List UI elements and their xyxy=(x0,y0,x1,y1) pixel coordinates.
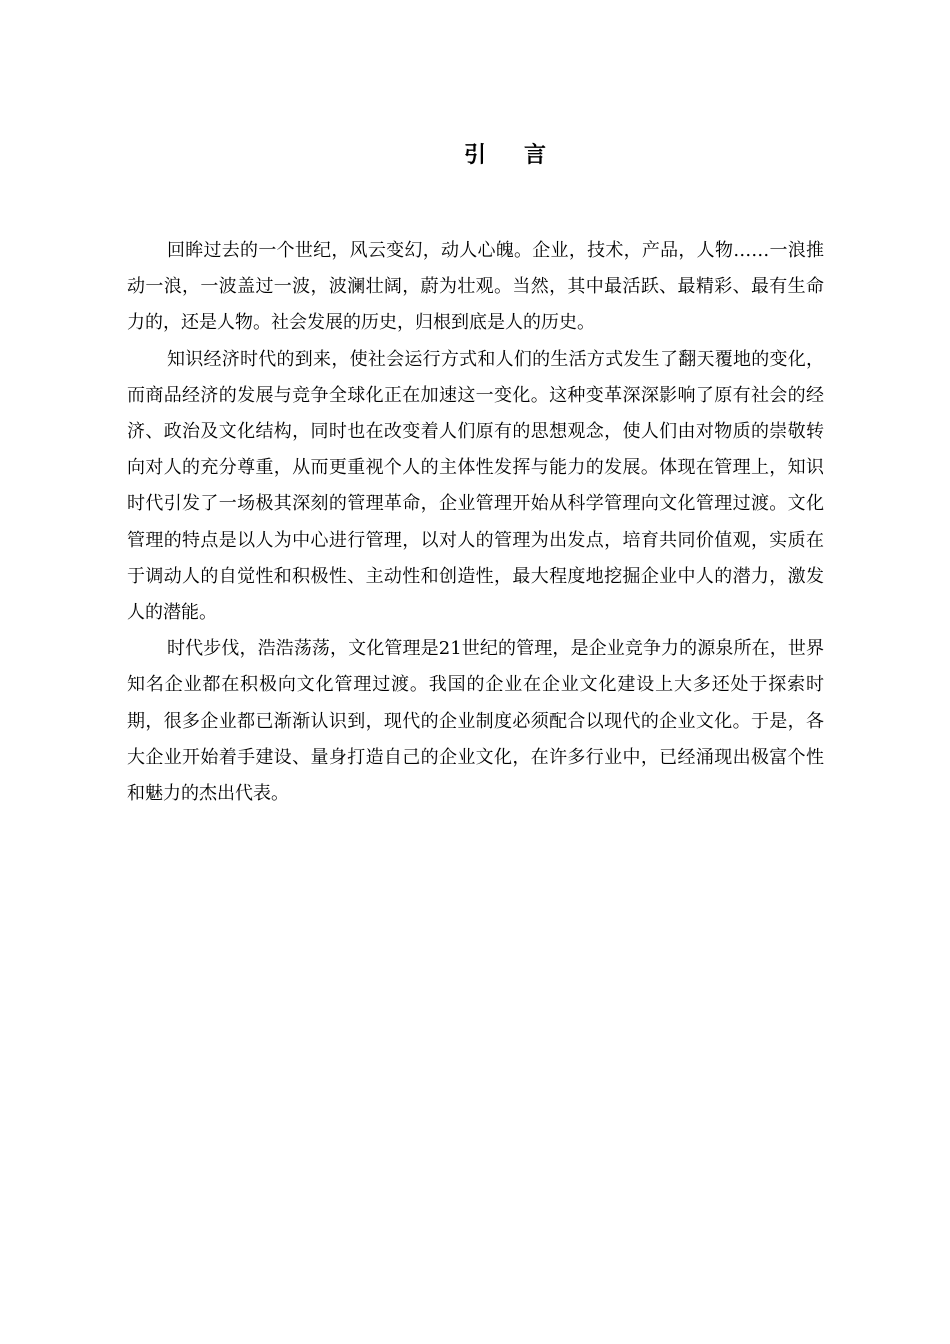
paragraph-3: 时代步伐，浩浩荡荡，文化管理是21世纪的管理，是企业竞争力的源泉所在，世界知名企业都在积极向文化管理过渡。我国的企业在企业文化建设上大多还处于探索时期，很多企业都已渐渐认识到，现代的企业制度必须配合以现代的企业文化。于是，各大企业开始着手建设、量身打造自己的企业文化，在许多行业中，已经涌现出极富个性和魅力的杰出代表。 xyxy=(127,638,824,805)
title-char-2: 言 xyxy=(524,143,547,168)
body-text xyxy=(127,233,824,812)
paragraph-1: 回眸过去的一个世纪，风云变幻，动人心魄。企业，技术，产品，人物……一浪推动一浪，一波盖过一波，波澜壮阔，蔚为壮观。当然，其中最活跃、最精彩、最有生命力的，还是人物。社会发展的历史，归根到底是人的历史。 xyxy=(127,240,824,334)
paragraph-2: 知识经济时代的到来，使社会运行方式和人们的生活方式发生了翻天覆地的变化，而商品经济的发展与竞争全球化正在加速这一变化。这种变革深深影响了原有社会的经济、政治及文化结构，同时也在改变着人们原有的思想观念，使人们由对物质的崇敬转向对人的充分尊重，从而更重视个人的主体性发挥与能力的发展。体现在管理上，知识时代引发了一场极其深刻的管理革命，企业管理开始从科学管理向文化管理过渡。文化管理的特点是以人为中心进行管理，以对人的管理为出发点，培育共同价值观，实质在于调动人的自觉性和积极性、主动性和创造性，最大程度地挖掘企业中人的潜力，激发人的潜能。 xyxy=(127,348,824,624)
page-title xyxy=(0,140,950,172)
title-char-1: 引 xyxy=(463,143,486,168)
